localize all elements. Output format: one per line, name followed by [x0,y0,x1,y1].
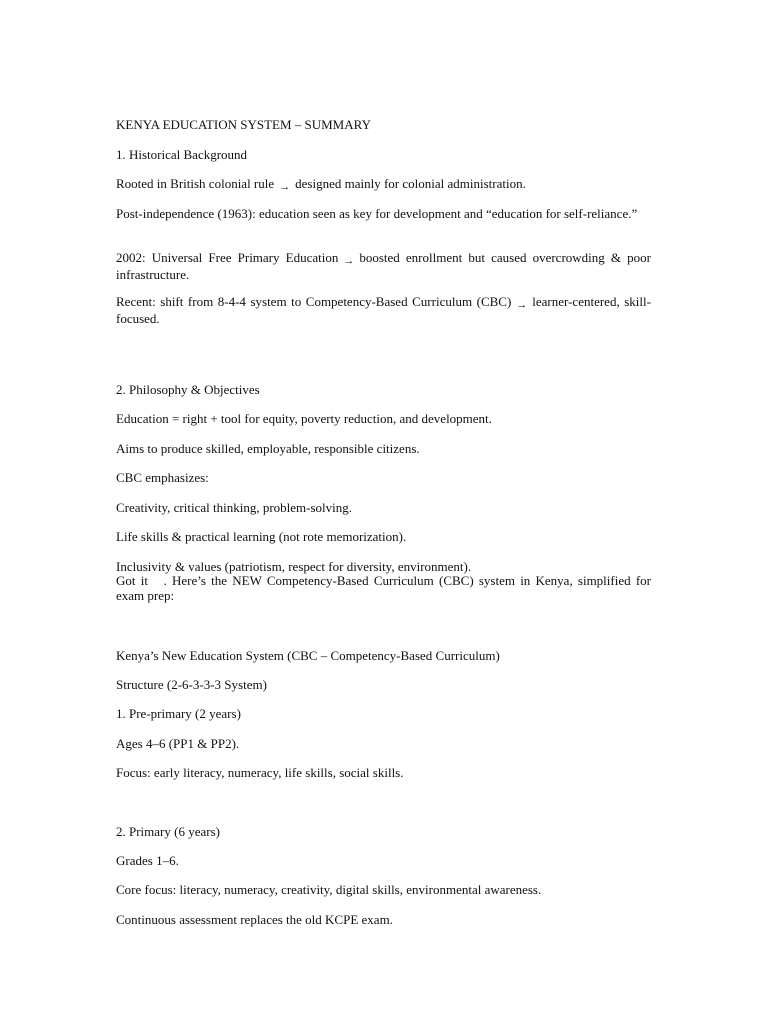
paragraph-text: learner-centered, skill-focused. [116,294,651,326]
paragraph-primary-assessment: Continuous assessment replaces the old KCPE exam. [116,912,393,927]
paragraph-got-it: Got it . Here’s the NEW Competency-Based Curriculum (CBC) system in Kenya, simplified for exam prep: [116,573,655,603]
section-heading-historical-background: 1. Historical Background [116,147,248,162]
paragraph-text: Recent: shift from 8-4-4 system to Competency-Based Curriculum (CBC) [116,294,512,309]
document-title: KENYA EDUCATION SYSTEM – SUMMARY [116,117,371,132]
paragraph-creativity: Creativity, critical thinking, problem-solving. [116,500,352,515]
paragraph-aims: Aims to produce skilled, employable, responsible citizens. [116,441,420,456]
paragraph-text: 2002: Universal Free Primary Education [116,250,339,265]
paragraph-text: Rooted in British colonial rule [116,176,275,191]
paragraph-pre-primary-focus: Focus: early literacy, numeracy, life skills, social skills. [116,765,404,780]
subheading-pre-primary: 1. Pre-primary (2 years) [116,706,241,721]
paragraph-free-primary-education [116,250,651,282]
paragraph-pre-primary-ages: Ages 4–6 (PP1 & PP2). [116,736,240,751]
paragraph-colonial-roots [116,176,651,193]
paragraph-post-independence: Post-independence (1963): education seen as key for development and “education for self-reliance.” [116,206,638,221]
paragraph-text: boosted enrollment but caused overcrowding & poor infrastructure. [116,250,651,282]
section-heading-cbc: Kenya’s New Education System (CBC – Competency-Based Curriculum) [116,648,500,663]
paragraph-cbc-shift [116,294,651,326]
paragraph-cbc-emphasizes: CBC emphasizes: [116,470,209,485]
paragraph-life-skills: Life skills & practical learning (not rote memorization). [116,529,407,544]
paragraph-structure: Structure (2-6-3-3-3 System) [116,677,267,692]
paragraph-primary-focus: Core focus: literacy, numeracy, creativity, digital skills, environmental awareness. [116,882,542,897]
section-heading-philosophy-objectives: 2. Philosophy & Objectives [116,382,260,397]
paragraph-primary-grades: Grades 1–6. [116,853,179,868]
arrow-right-icon: → [343,255,355,267]
paragraph-education-right: Education = right + tool for equity, poverty reduction, and development. [116,411,492,426]
arrow-right-icon: → [279,181,291,193]
paragraph-text: designed mainly for colonial administration. [295,176,526,191]
subheading-primary: 2. Primary (6 years) [116,824,220,839]
arrow-right-icon: → [516,299,528,311]
paragraph-inclusivity: Inclusivity & values (patriotism, respect for diversity, environment). [116,559,472,574]
